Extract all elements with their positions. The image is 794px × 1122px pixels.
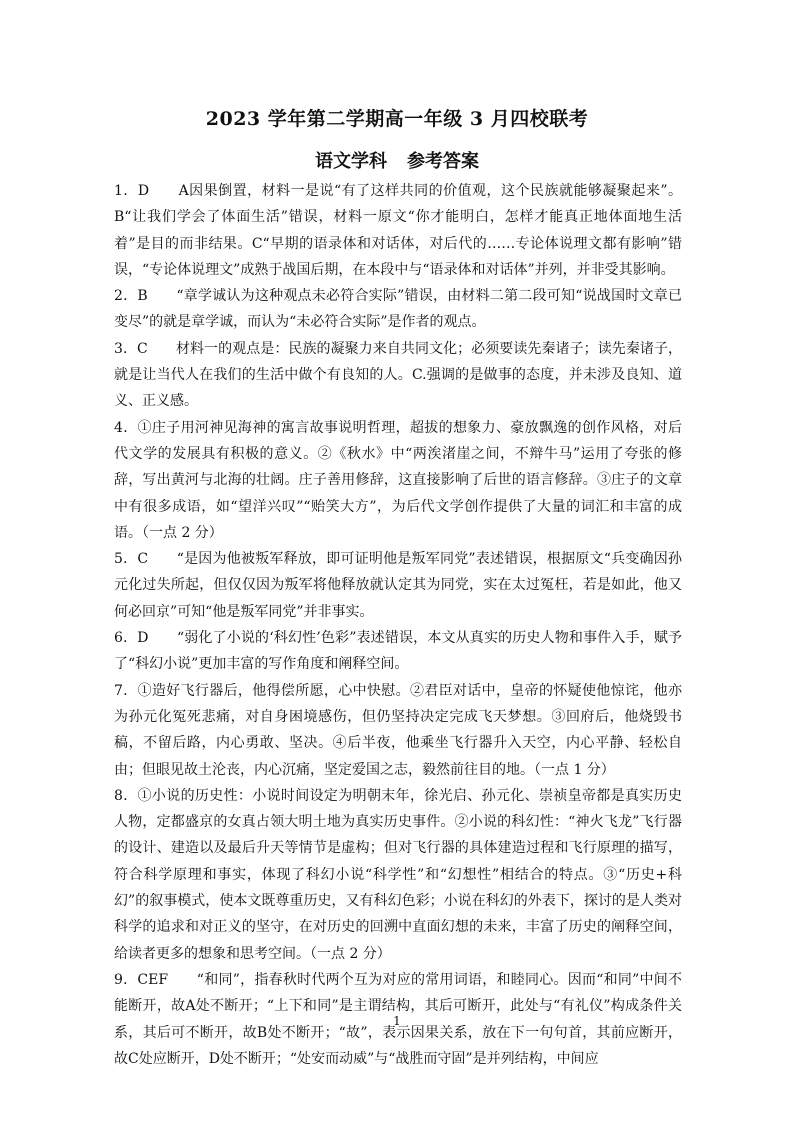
answer-item-2 <box>114 283 682 336</box>
page-number: 1 <box>393 1014 401 1028</box>
answer-item-1 <box>114 178 682 283</box>
answer-item-4 <box>114 415 682 546</box>
answer-text: ①庄子用河神见海神的寓言故事说明哲理，超拔的想象力、豪放飘逸的创作风格，对后代文学的发展具有积极的意义。②《秋水》中“两涘渚崖之间，不辩牛马”运用了夸张的修辞，写出黄河与北海的壮阔。庄子善用修辞，这直接影响了后世的语言修辞。③庄子的文章中有很多成语，如“望洋兴叹”“贻笑大方”，为后代文学创作提供了大量的词汇和丰富的成语。（一点 2 分） <box>114 419 682 541</box>
answer-item-8 <box>114 783 682 967</box>
answer-item-6 <box>114 625 682 678</box>
answer-number: 8． <box>114 787 138 804</box>
answer-number: 5．C <box>114 551 149 568</box>
answer-item-3 <box>114 336 682 415</box>
answer-number: 6．D <box>114 630 149 647</box>
answer-heading: 参考答案 <box>407 151 479 172</box>
exam-subtitle <box>0 147 794 173</box>
answer-list <box>114 178 682 1072</box>
answer-text: 材料一的观点是：民族的凝聚力来自共同文化；必须要读先秦诸子；读先秦诸子，就是让当代人在我们的生活中做个有良知的人。C.强调的是做事的态度，并未涉及良知、道义、正义感。 <box>114 340 683 410</box>
answer-item-5 <box>114 546 682 625</box>
answer-text: A因果倒置，材料一是说“有了这样共同的价值观，这个民族就能够凝聚起来”。B“让我们学会了体面生活”错误，材料一原文“你才能明白，怎样才能真正地体面地生活着”是目的而非结果。C“早期的语录体和对话体，对后代的……专论体说理文都有影响”错误，“专论体说理文”成熟于战国后期，在本段中与“语录体和对话体”并列，并非受其影响。 <box>114 183 682 278</box>
exam-title: 2023 学年第二学期高一年级 3 月四校联考 <box>205 108 589 130</box>
answer-item-7 <box>114 678 682 783</box>
answer-number: 7． <box>114 682 138 699</box>
answer-text: “弱化了小说的‘科幻性’色彩”表述错误，本文从真实的历史人物和事件入手，赋予了“科幻小说”更加丰富的写作角度和阐释空间。 <box>114 630 683 673</box>
answer-text: ①造好飞行器后，他得偿所愿，心中快慰。②君臣对话中，皇帝的怀疑使他惊诧，他亦为孙元化冤死悲痛，对自身困境感伤，但仍坚持决定完成飞天梦想。③回府后，他烧毁书稿，不留后路，内心勇敢、坚决。④后半夜，他乘坐飞行器升入天空，内心平静、轻松自由；但眼见故土沦丧，内心沉痛，坚定爱国之志，毅然前往目的地。（一点 1 分） <box>114 682 682 778</box>
answer-number: 9．CEF <box>114 971 169 988</box>
answer-text: “和同”，指春秋时代两个互为对应的常用词语，和睦同心。因而“和同”中间不能断开，故A处不断开；“上下和同”是主谓结构，其后可断开，此处与“有礼仪”构成条件关系，其后可不断开，故B处不断开；“故”，表示因果关系，放在下一句句首，其前应断开，故C处应断开，D处不断开；“处安而动威”与“战胜而守固”是并列结构，中间应 <box>114 971 682 1067</box>
answer-text: “章学诚认为这种观点未必符合实际”错误，由材料二第二段可知“说战国时文章已变尽”的就是章学诚，而认为“未必符合实际”是作者的观点。 <box>114 288 682 331</box>
answer-text: “是因为他被叛军释放，即可证明他是叛军同党”表述错误，根据原文“兵变确因孙元化过失所起，但仅仅因为叛军将他释放就认定其为同党，实在太过冤枉，若是如此，他又何必回京”可知“他是叛军同党”并非事实。 <box>114 551 682 620</box>
answer-text: ①小说的历史性：小说时间设定为明朝末年，徐光启、孙元化、崇祯皇帝都是真实历史人物，定都盛京的女真占领大明土地为真实历史事件。②小说的科幻性：“神火飞龙”飞行器的设计、建造以及最后升天等情节是虚构；但对飞行器的具体建造过程和飞行原理的描写，符合科学原理和事实，体现了科幻小说“科学性”和“幻想性”相结合的特点。③“历史+科幻”的叙事模式，使本文既尊重历史，又有科幻色彩；小说在科幻的外表下，探讨的是人类对科学的追求和对正义的坚守，在对历史的回溯中直面幻想的未来，丰富了历史的阐释空间，给读者更多的想象和思考空间。（一点 2 分） <box>114 787 682 962</box>
answer-number: 1．D <box>114 183 150 199</box>
answer-number: 3．C <box>114 340 148 357</box>
answer-number: 2．B <box>114 288 148 305</box>
subject-label: 语文学科 <box>315 151 387 172</box>
answer-number: 4． <box>114 419 138 436</box>
